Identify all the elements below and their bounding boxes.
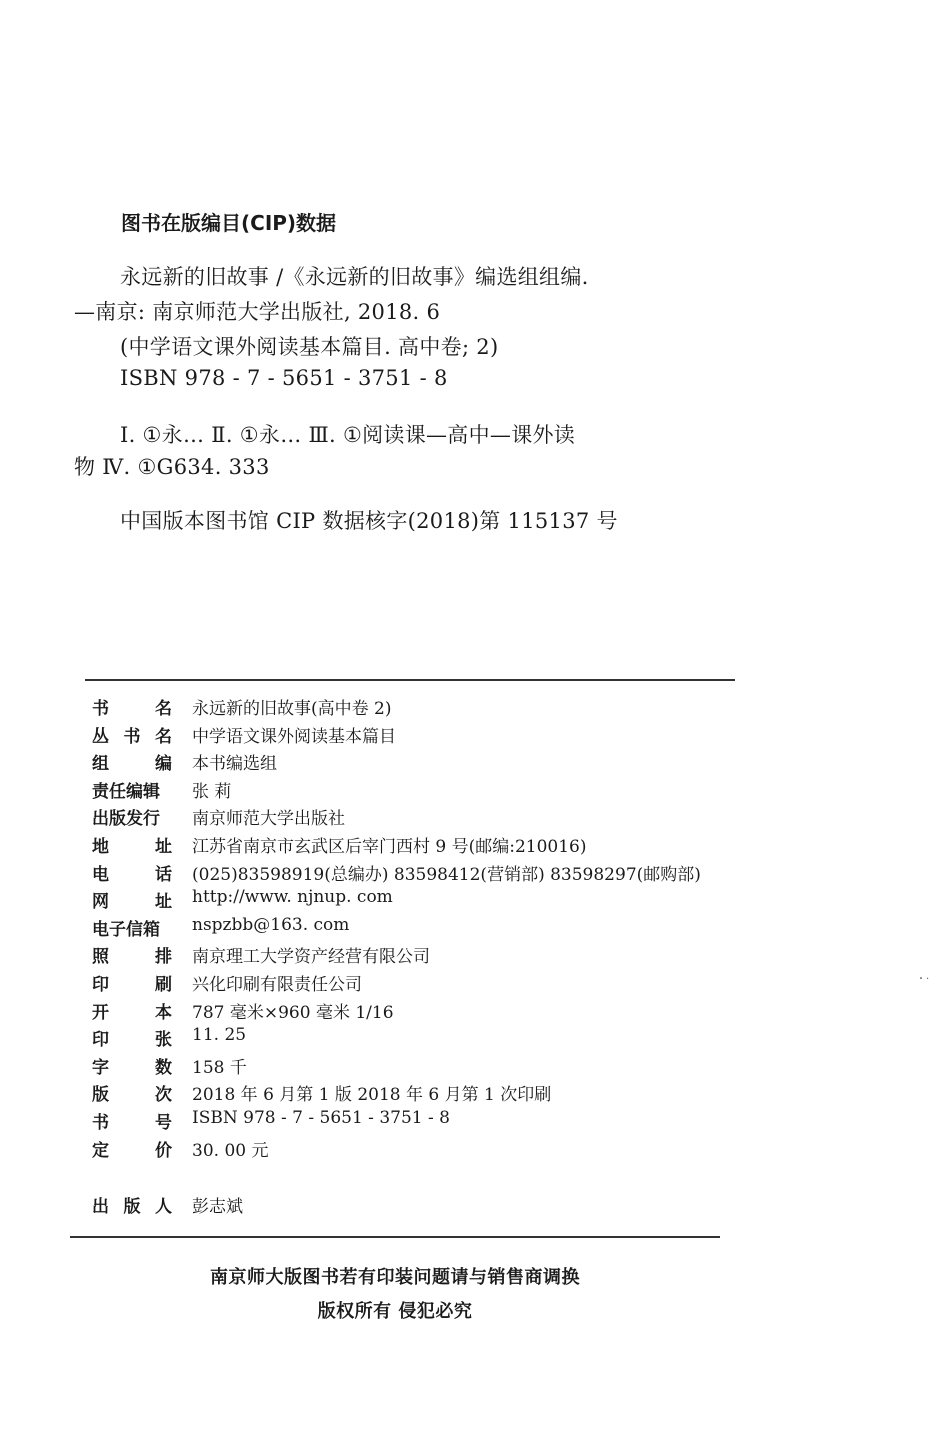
info-value: 南京师范大学出版社: [192, 809, 345, 830]
info-value: 南京理工大学资产经营有限公司: [192, 947, 430, 968]
info-label: 电子信箱: [92, 919, 160, 940]
info-label: 字 数: [92, 1057, 172, 1078]
info-value: 江苏省南京市玄武区后宰门西村 9 号(邮编:210016): [192, 837, 587, 857]
info-value: 张 莉: [192, 781, 232, 802]
info-value: 30. 00 元: [192, 1140, 269, 1161]
publisher-person-label: 出 版 人: [92, 1197, 172, 1217]
info-value: nspzbb@163. com: [192, 914, 350, 935]
info-label: 网 址: [92, 892, 172, 913]
info-value: 158 千: [192, 1057, 247, 1078]
cip-line-publisher: —南京: 南京师范大学出版社, 2018. 6: [74, 300, 441, 324]
cip-line-classification: 物 Ⅳ. ①G634. 333: [74, 455, 270, 479]
info-value: 2018 年 6 月第 1 版 2018 年 6 月第 1 次印刷: [192, 1085, 552, 1106]
info-value: (025)83598919(总编办) 83598412(营销部) 83598297(邮购部): [192, 864, 701, 885]
info-label: 书 名: [92, 699, 172, 719]
scan-speck: ・·: [916, 974, 930, 985]
info-value: http://www. njnup. com: [192, 887, 393, 908]
cip-line-title: 永远新的旧故事 /《永远新的旧故事》编选组组编.: [120, 265, 589, 289]
top-rule: [85, 679, 735, 681]
cip-title: 图书在版编目(CIP)数据: [121, 211, 337, 235]
cip-line-subjects: Ⅰ. ①永… Ⅱ. ①永… Ⅲ. ①阅读课—高中—课外读: [120, 423, 576, 447]
print-issue-notice: 南京师大版图书若有印装问题请与销售商调换: [210, 1267, 580, 1288]
publisher-person-value: 彭志斌: [192, 1197, 243, 1217]
cip-line-series: (中学语文课外阅读基本篇目. 高中卷; 2): [120, 335, 499, 359]
copyright-notice: 版权所有 侵犯必究: [317, 1301, 473, 1322]
info-label: 地 址: [92, 837, 172, 857]
info-label: 电 话: [92, 864, 172, 885]
info-label: 照 排: [92, 947, 172, 968]
info-label: 组 编: [92, 754, 172, 775]
info-label: 版 次: [92, 1085, 172, 1106]
cip-line-isbn: ISBN 978 - 7 - 5651 - 3751 - 8: [120, 366, 448, 390]
info-value: 兴化印刷有限责任公司: [192, 975, 362, 995]
info-value: 11. 25: [192, 1025, 247, 1046]
info-label: 书 号: [92, 1113, 172, 1133]
info-value: 787 毫米×960 毫米 1/16: [192, 1002, 394, 1023]
info-label: 开 本: [92, 1002, 172, 1023]
bottom-rule: [70, 1236, 720, 1238]
info-label: 定 价: [92, 1140, 172, 1161]
info-label: 责任编辑: [92, 781, 160, 802]
info-value: 永远新的旧故事(高中卷 2): [192, 699, 392, 719]
cip-line-record-number: 中国版本图书馆 CIP 数据核字(2018)第 115137 号: [120, 509, 618, 533]
info-value: 本书编选组: [192, 754, 277, 775]
info-label: 丛 书 名: [92, 726, 172, 747]
info-label: 印 刷: [92, 975, 172, 995]
info-value: ISBN 978 - 7 - 5651 - 3751 - 8: [192, 1108, 450, 1128]
info-value: 中学语文课外阅读基本篇目: [192, 726, 396, 747]
info-label: 出版发行: [92, 809, 160, 830]
info-label: 印 张: [92, 1030, 172, 1051]
